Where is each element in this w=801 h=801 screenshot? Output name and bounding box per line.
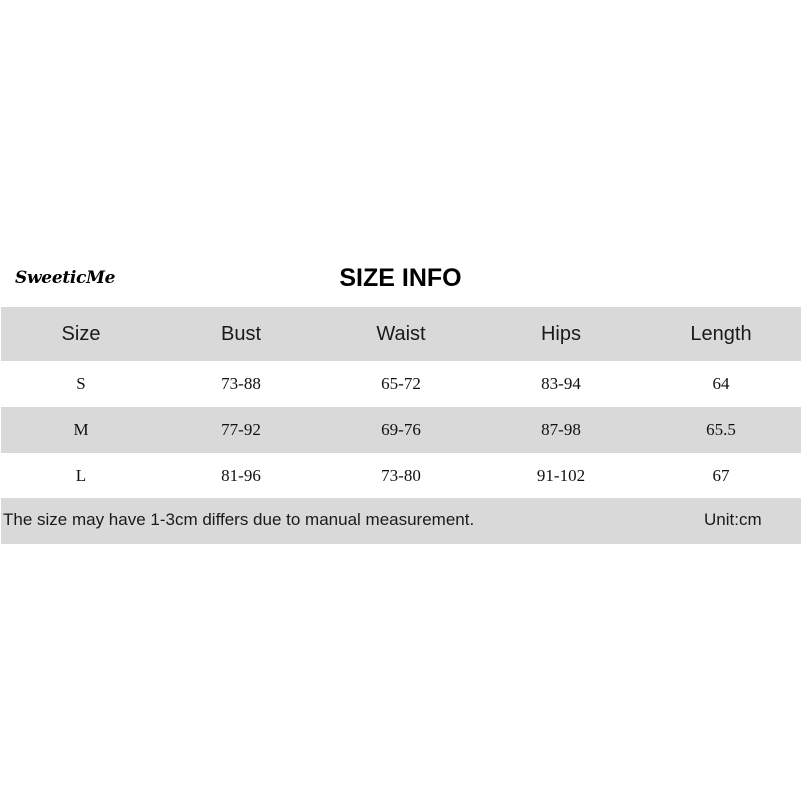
cell-bust: 77-92 <box>221 420 261 439</box>
unit-label: Unit:cm <box>704 510 762 529</box>
table-footer <box>1 498 801 544</box>
table-row-m <box>1 407 801 453</box>
cell-size: L <box>75 466 87 485</box>
table-row-s <box>1 361 801 407</box>
size-table <box>1 307 801 499</box>
cell-size: M <box>73 420 89 439</box>
cell-size: S <box>76 374 86 393</box>
cell-length: 64 <box>712 374 730 393</box>
header-waist: Waist <box>376 322 426 345</box>
cell-bust: 73-88 <box>221 374 261 393</box>
cell-waist: 65-72 <box>381 374 421 393</box>
brand-logo: SweeticMe <box>15 268 116 288</box>
cell-waist: 69-76 <box>381 420 421 439</box>
cell-hips: 87-98 <box>541 420 581 439</box>
cell-waist: 73-80 <box>381 466 421 485</box>
measurement-note: The size may have 1-3cm differs due to manual measurement. <box>3 510 475 529</box>
cell-length: 65.5 <box>706 420 736 439</box>
cell-hips: 83-94 <box>541 374 581 393</box>
header-bust: Bust <box>220 322 262 345</box>
page-title: SIZE INFO <box>339 264 462 292</box>
table-header-row <box>1 307 801 361</box>
header-hips: Hips <box>540 322 581 345</box>
table-row-l <box>1 453 801 499</box>
cell-hips: 91-102 <box>536 466 586 485</box>
cell-bust: 81-96 <box>221 466 261 485</box>
header-size: Size <box>61 322 101 345</box>
header-length: Length <box>690 322 752 345</box>
cell-length: 67 <box>712 466 730 485</box>
